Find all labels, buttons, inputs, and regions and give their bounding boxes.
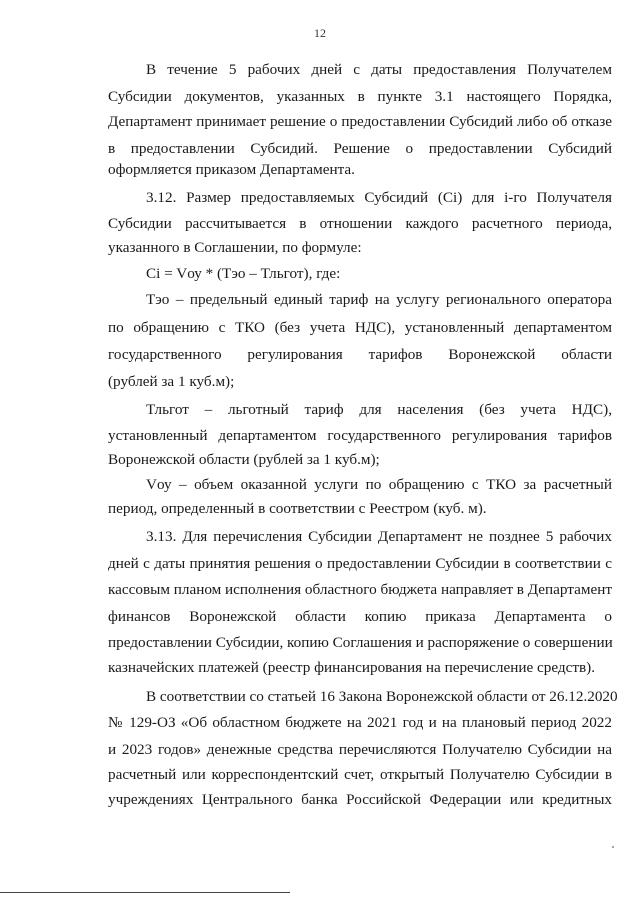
- text-line: Тльгот – льготный тариф для населения (без учета НДС),: [146, 401, 612, 418]
- text-line: предоставлении Субсидии, копию Соглашения и распоряжение о совершении: [108, 634, 613, 651]
- text-line: Субсидии документов, указанных в пункте 3.1 настоящего Порядка,: [108, 88, 612, 105]
- text-line: 3.12. Размер предоставляемых Субсидий (Сi) для i-го Получателя: [146, 189, 612, 206]
- text-line: учреждениях Центрального банка Российской Федерации или кредитных: [108, 791, 612, 808]
- text-line: Тэо – предельный единый тариф на услугу регионального оператора: [146, 291, 612, 308]
- text-line: установленный департаментом государственного регулирования тарифов: [108, 427, 612, 444]
- text-line: Воронежской области (рублей за 1 куб.м);: [108, 451, 380, 468]
- text-line: дней с даты принятия решения о предоставлении Субсидии в соответствии с: [108, 555, 612, 572]
- text-line: указанного в Соглашении, по формуле:: [108, 239, 362, 256]
- text-line: Сi = Vоу * (Тэо – Тльгот), где:: [146, 265, 341, 282]
- text-line: оформляется приказом Департамента.: [108, 161, 355, 178]
- text-line: Департамент принимает решение о предоставлении Субсидий либо об отказе: [108, 113, 612, 130]
- text-line: Vоу – объем оказанной услуги по обращению с ТКО за расчетный: [146, 476, 612, 493]
- text-line: кассовым планом исполнения областного бюджета направляет в Департамент: [108, 581, 612, 598]
- text-line: 3.13. Для перечисления Субсидии Департамент не позднее 5 рабочих: [146, 528, 612, 545]
- page-bottom-rule: [0, 892, 290, 893]
- text-line: период, определенный в соответствии с Реестром (куб. м).: [108, 500, 487, 517]
- text-line: и 2023 годов» денежные средства перечисляются Получателю Субсидии на: [108, 741, 612, 758]
- text-line: № 129-ОЗ «Об областном бюджете на 2021 год и на плановый период 2022: [108, 714, 612, 731]
- text-line: (рублей за 1 куб.м);: [108, 373, 235, 390]
- text-line: расчетный или корреспондентский счет, открытый Получателю Субсидии в: [108, 766, 612, 783]
- text-line: финансов Воронежской области копию приказа Департамента о: [108, 608, 612, 625]
- page-number: 12: [314, 26, 326, 40]
- text-line: Субсидии рассчитывается в отношении каждого расчетного периода,: [108, 215, 612, 232]
- scan-speck: [612, 846, 614, 848]
- text-line: казначейских платежей (реестр финансирования на перечисление средств).: [108, 659, 596, 676]
- text-line: В соответствии со статьей 16 Закона Воронежской области от 26.12.2020: [146, 688, 618, 705]
- text-line: В течение 5 рабочих дней с даты предоставления Получателем: [146, 61, 612, 78]
- text-line: в предоставлении Субсидий. Решение о предоставлении Субсидий: [108, 140, 612, 157]
- text-line: государственного регулирования тарифов Воронежской области: [108, 346, 612, 363]
- text-line: по обращению с ТКО (без учета НДС), установленный департаментом: [108, 319, 612, 336]
